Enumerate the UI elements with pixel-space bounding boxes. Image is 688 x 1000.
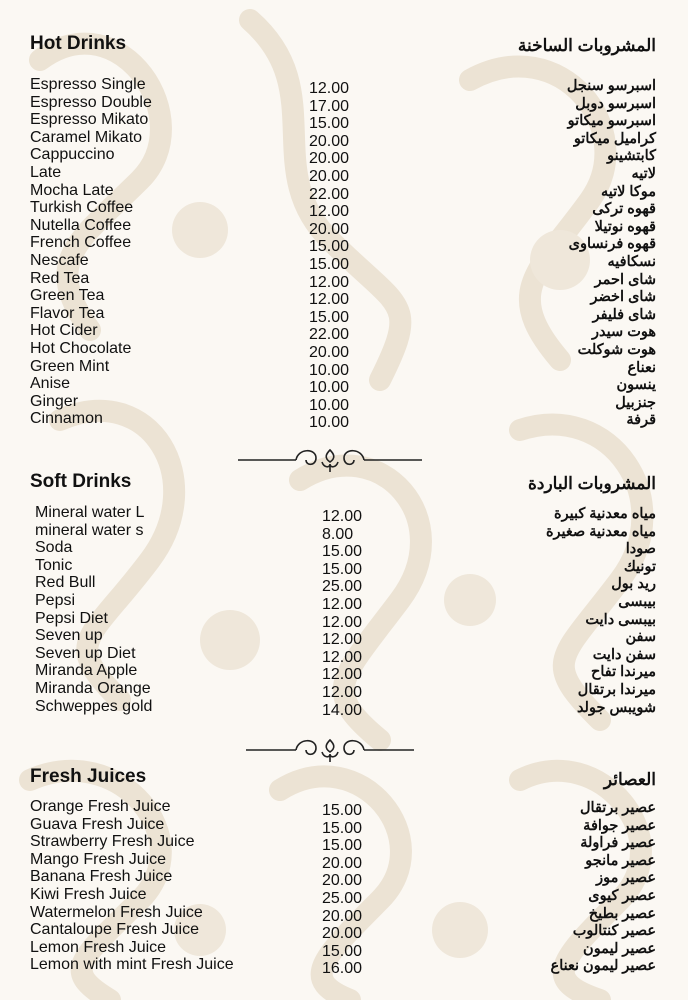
item-price: 20.00 — [309, 150, 350, 168]
item-name: Strawberry Fresh Juice — [30, 833, 195, 851]
item-name-arabic: عصير برتقال — [580, 800, 656, 816]
item-price: 15.00 — [309, 115, 350, 133]
item-name: Banana Fresh Juice — [30, 868, 173, 886]
item-name: Cinnamon — [30, 410, 103, 428]
item-price: 15.00 — [309, 238, 350, 256]
item-name-arabic: ميرندا تفاح — [591, 664, 656, 681]
item-name: Schweppes gold — [35, 697, 153, 715]
menu-item — [0, 339, 688, 361]
menu-item — [0, 591, 688, 613]
item-name: Seven up — [35, 627, 103, 645]
menu-item — [0, 304, 688, 326]
item-name-arabic: عصير كيوى — [588, 887, 656, 904]
section-title: Soft Drinks — [30, 471, 132, 492]
menu-item — [0, 163, 688, 185]
item-name: Miranda Apple — [35, 662, 138, 680]
menu-item — [0, 521, 688, 543]
item-price: 15.00 — [309, 308, 350, 326]
item-name-arabic: عصير فراولة — [580, 835, 656, 852]
item-name-arabic: اسبرسو دوبل — [575, 95, 656, 112]
menu-item — [0, 798, 688, 819]
item-name-arabic: اسبرسو ميكاتو — [567, 113, 656, 130]
item-name-arabic: شاى اخضر — [590, 289, 656, 306]
item-price: 12.00 — [322, 666, 363, 684]
menu-item — [0, 322, 688, 344]
item-price: 12.00 — [322, 595, 363, 613]
menu-item — [0, 181, 688, 203]
item-name-arabic: كراميل ميكاتو — [573, 130, 656, 147]
item-name: Mango Fresh Juice — [30, 850, 167, 868]
item-name-arabic: هوت سيدر — [592, 324, 656, 341]
menu-item — [0, 679, 688, 701]
item-name: mineral water s — [35, 521, 144, 539]
item-name: Mineral water L — [35, 504, 145, 521]
item-price: 20.00 — [309, 132, 350, 150]
menu-item — [0, 921, 688, 943]
item-name-arabic: جنزبيل — [615, 394, 656, 411]
item-name-arabic: ينسون — [616, 377, 656, 394]
item-name: Orange Fresh Juice — [30, 798, 171, 815]
item-price: 10.00 — [309, 414, 350, 432]
section-title-arabic: المشروبات الباردة — [527, 474, 656, 493]
menu-item — [0, 504, 688, 525]
item-name-arabic: بيبسى — [618, 593, 656, 610]
item-price: 12.00 — [309, 203, 350, 221]
item-name-arabic: قهوه فرنساوى — [568, 236, 656, 253]
item-name-arabic: ميرندا برتقال — [577, 681, 656, 698]
item-name: Espresso Single — [30, 76, 146, 93]
menu-item — [0, 885, 688, 907]
item-name: Nutella Coffee — [30, 216, 132, 234]
item-price: 17.00 — [309, 97, 350, 115]
item-name: Guava Fresh Juice — [30, 815, 165, 833]
item-price: 20.00 — [322, 907, 363, 925]
item-name: Caramel Mikato — [30, 128, 143, 146]
menu-item — [0, 93, 688, 115]
menu-item — [0, 662, 688, 684]
item-price: 20.00 — [309, 167, 350, 185]
item-name: Red Tea — [30, 269, 90, 287]
section-title-arabic: العصائر — [603, 770, 656, 789]
item-name: Red Bull — [35, 574, 96, 592]
item-price: 12.00 — [309, 273, 350, 291]
menu-item — [0, 375, 688, 397]
item-price: 15.00 — [322, 543, 363, 561]
item-price: 14.00 — [322, 701, 363, 719]
menu-item — [0, 609, 688, 631]
menu-item — [0, 938, 688, 960]
item-price: 10.00 — [309, 396, 350, 414]
item-name-arabic: عصير موز — [596, 870, 656, 887]
item-name: Watermelon Fresh Juice — [30, 903, 203, 921]
item-name: Ginger — [30, 392, 79, 410]
item-name: Cantaloupe Fresh Juice — [30, 921, 199, 939]
item-name-arabic: مياه معدنية صغيرة — [545, 523, 656, 540]
menu-item — [0, 644, 688, 666]
menu-item — [0, 287, 688, 309]
item-price: 15.00 — [322, 560, 363, 578]
item-name: Anise — [30, 375, 71, 393]
menu-item — [0, 128, 688, 150]
item-name: Espresso Mikato — [30, 111, 149, 129]
item-name-arabic: عصير كنتالوب — [572, 923, 656, 940]
item-price: 12.00 — [309, 80, 350, 97]
item-price: 15.00 — [322, 942, 363, 960]
item-name-arabic: عصير بطيخ — [588, 905, 656, 922]
item-name: Lemon with mint Fresh Juice — [30, 956, 234, 974]
item-name: Tonic — [35, 556, 73, 574]
item-name: Seven up Diet — [35, 644, 136, 662]
item-name-arabic: سفن — [625, 629, 656, 646]
item-price: 8.00 — [322, 525, 354, 543]
item-name: Late — [30, 163, 62, 181]
menu-item — [0, 410, 688, 432]
menu-item-list — [0, 504, 688, 719]
item-name-arabic: شاى فليفر — [592, 306, 656, 323]
item-name-arabic: تونيك — [623, 558, 656, 575]
item-name-arabic: صودا — [625, 541, 656, 558]
item-name-arabic: شاى احمر — [594, 271, 656, 288]
item-name-arabic: قهوه نوتيلا — [594, 218, 656, 235]
item-name: Pepsi — [35, 591, 76, 609]
menu-item — [0, 903, 688, 925]
section-title-arabic: المشروبات الساخنة — [517, 36, 656, 55]
item-name: Lemon Fresh Juice — [30, 938, 167, 956]
item-name-arabic: نعناع — [627, 359, 656, 376]
item-price: 16.00 — [322, 960, 363, 978]
ornament-divider — [244, 734, 416, 766]
item-name-arabic: اسبرسو سنجل — [566, 78, 656, 94]
item-price: 15.00 — [309, 255, 350, 273]
ornament-divider — [236, 444, 424, 476]
menu-item — [0, 269, 688, 291]
item-price: 12.00 — [309, 291, 350, 309]
menu-item — [0, 199, 688, 221]
menu-item-list — [0, 76, 688, 432]
item-name: Kiwi Fresh Juice — [30, 885, 147, 903]
menu-item — [0, 850, 688, 872]
item-name: Pepsi Diet — [35, 609, 108, 627]
section-title: Hot Drinks — [30, 33, 127, 54]
item-price: 20.00 — [322, 925, 363, 943]
item-price: 20.00 — [322, 854, 363, 872]
item-name-arabic: قهوه تركى — [592, 201, 656, 218]
item-price: 10.00 — [309, 379, 350, 397]
menu-item — [0, 956, 688, 978]
item-name-arabic: كابتشينو — [607, 148, 656, 165]
item-price: 22.00 — [309, 185, 350, 203]
item-name-arabic: عصير ليمون — [583, 940, 656, 957]
item-price: 12.00 — [322, 648, 363, 666]
item-name-arabic: عصير جوافة — [583, 817, 656, 834]
item-name-arabic: شويبس جولد — [576, 699, 656, 716]
menu-item — [0, 574, 688, 596]
item-name: Flavor Tea — [30, 304, 105, 322]
menu-item — [0, 234, 688, 256]
item-price: 10.00 — [309, 361, 350, 379]
item-name-arabic: بيبسى دايت — [585, 611, 656, 628]
item-price: 25.00 — [322, 889, 363, 907]
item-price: 15.00 — [322, 802, 363, 819]
item-name: French Coffee — [30, 234, 132, 252]
item-name-arabic: عصير مانجو — [585, 852, 656, 869]
item-price: 15.00 — [322, 819, 363, 837]
item-name: Cappuccino — [30, 146, 115, 164]
item-name-arabic: هوت شوكلت — [577, 341, 656, 358]
menu-item — [0, 76, 688, 97]
item-name-arabic: مياه معدنية كبيرة — [553, 506, 656, 522]
item-price: 20.00 — [309, 220, 350, 238]
item-price: 12.00 — [322, 683, 363, 701]
menu-item — [0, 216, 688, 238]
menu-item — [0, 392, 688, 414]
item-name-arabic: قرفة — [626, 412, 656, 429]
item-price: 25.00 — [322, 578, 363, 596]
item-name-arabic: لاتيه — [631, 165, 656, 182]
menu-item — [0, 627, 688, 649]
item-name-arabic: سفن دايت — [592, 646, 656, 663]
menu-item — [0, 357, 688, 379]
item-name: Hot Chocolate — [30, 339, 132, 357]
item-price: 15.00 — [322, 837, 363, 855]
item-name: Miranda Orange — [35, 679, 151, 697]
item-name: Turkish Coffee — [30, 199, 134, 217]
item-price: 20.00 — [322, 872, 363, 890]
item-name-arabic: عصير ليمون نعناع — [550, 958, 656, 975]
item-price: 12.00 — [322, 613, 363, 631]
menu-item — [0, 815, 688, 837]
item-name-arabic: نسكافيه — [607, 253, 656, 270]
item-name: Green Tea — [30, 287, 105, 305]
item-name: Nescafe — [30, 251, 89, 269]
item-name-arabic: موكا لاتيه — [600, 183, 656, 200]
item-price: 20.00 — [309, 343, 350, 361]
item-name-arabic: ريد بول — [611, 576, 656, 593]
item-price: 12.00 — [322, 508, 363, 525]
item-name: Espresso Double — [30, 93, 152, 111]
menu-item — [0, 868, 688, 890]
item-name: Soda — [35, 539, 73, 557]
item-name: Green Mint — [30, 357, 110, 375]
item-price: 12.00 — [322, 631, 363, 649]
menu-item — [0, 833, 688, 855]
menu-item — [0, 697, 688, 719]
menu-item — [0, 556, 688, 578]
menu-item — [0, 251, 688, 273]
menu-item-list — [0, 798, 688, 978]
item-name: Mocha Late — [30, 181, 114, 199]
item-name: Hot Cider — [30, 322, 98, 340]
section-title: Fresh Juices — [30, 766, 147, 787]
menu-item — [0, 539, 688, 561]
item-price: 22.00 — [309, 326, 350, 344]
menu-item — [0, 146, 688, 168]
menu-item — [0, 111, 688, 133]
